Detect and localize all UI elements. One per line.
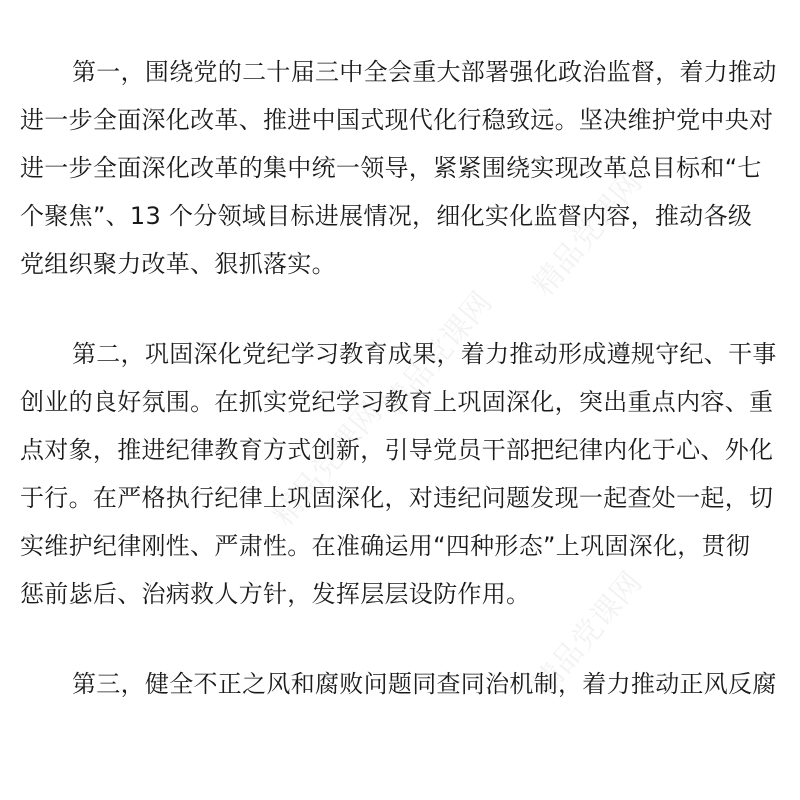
text-line: 个聚焦”、13 个分领域目标进展情况，细化实化监督内容，推动各级 bbox=[20, 202, 753, 230]
watermark: 精品党课网 bbox=[526, 565, 650, 703]
watermark: 精品党课网 bbox=[526, 165, 650, 303]
text-line: 党组织聚力改革、狠抓落实。 bbox=[20, 250, 336, 278]
text-line: 第一，围绕党的二十届三中全会重大部署强化政治监督，着力推动 bbox=[72, 58, 777, 86]
paragraph-2 bbox=[20, 330, 788, 618]
paragraph-1 bbox=[20, 48, 788, 288]
text-line: 实维护纪律刚性、严肃性。在准确运用“四种形态”上巩固深化，贯彻 bbox=[20, 532, 751, 560]
text-line: 惩前毖后、治病救人方针，发挥层层设防作用。 bbox=[20, 580, 531, 608]
watermark: 精品党课网 bbox=[266, 395, 390, 533]
text-line: 进一步全面深化改革、推进中国式现代化行稳致远。坚决维护党中央对 bbox=[20, 106, 774, 134]
text-line: 创业的良好氛围。在抓实党纪学习教育上巩固深化，突出重点内容、重 bbox=[20, 388, 774, 416]
text-line: 第三，健全不正之风和腐败问题同查同治机制，着力推动正风反腐 bbox=[72, 670, 777, 698]
text-line: 第二，巩固深化党纪学习教育成果，着力推动形成遵规守纪、干事 bbox=[72, 340, 777, 368]
text-line: 于行。在严格执行纪律上巩固深化，对违纪问题发现一起查处一起，切 bbox=[20, 484, 774, 512]
document-body bbox=[20, 48, 788, 750]
watermark: 精品党课网 bbox=[376, 285, 500, 423]
paragraph-3 bbox=[20, 660, 788, 708]
text-line: 点对象，推进纪律教育方式创新，引导党员干部把纪律内化于心、外化 bbox=[20, 436, 774, 464]
text-line: 进一步全面深化改革的集中统一领导，紧紧围绕实现改革总目标和“七 bbox=[20, 154, 762, 182]
